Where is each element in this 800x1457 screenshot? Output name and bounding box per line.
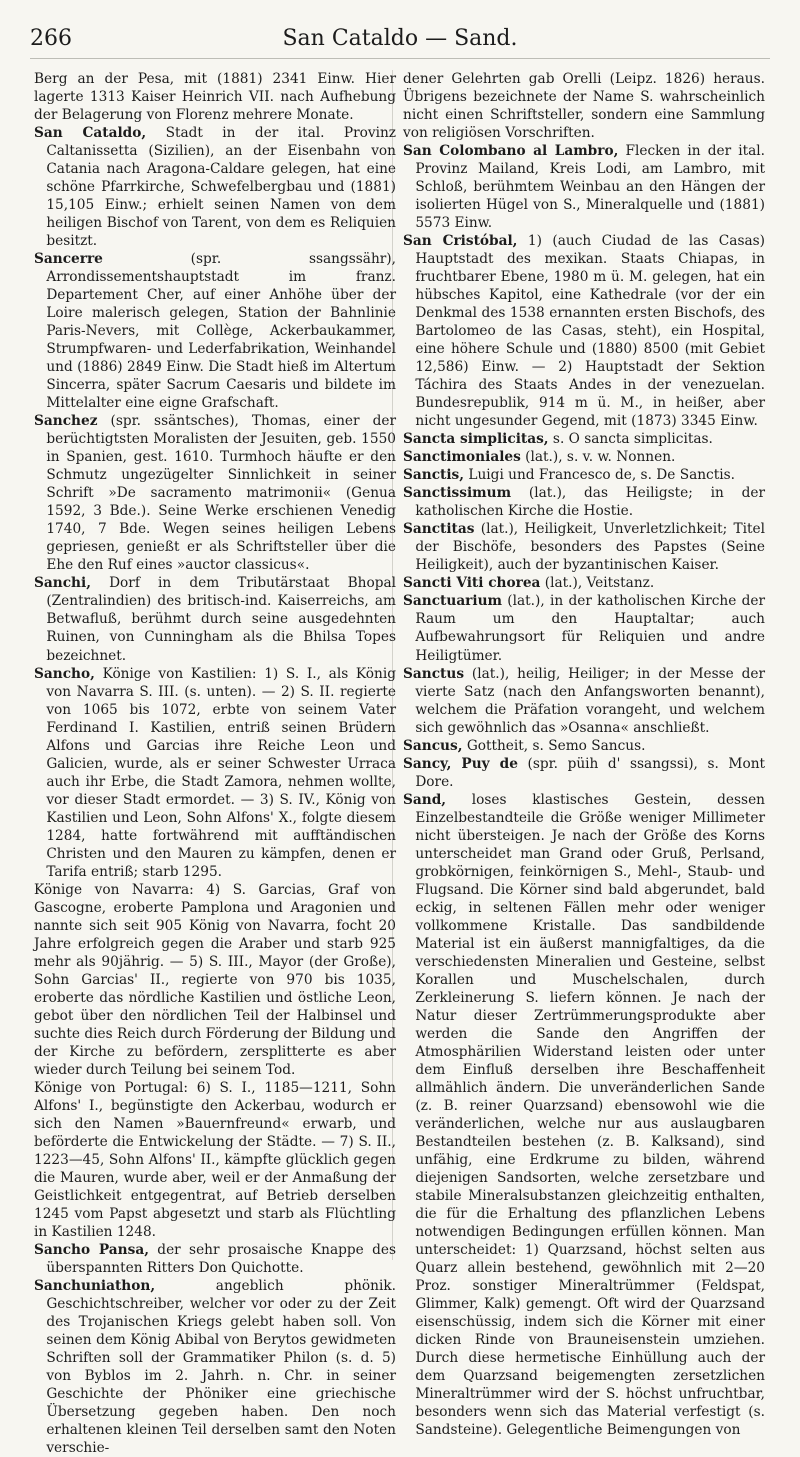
- entry-text: Luigi und Francesco de, s. De Sanctis.: [464, 467, 735, 484]
- dictionary-entry: [403, 466, 765, 484]
- entry-headword: Sanctis,: [403, 467, 465, 484]
- dictionary-entry: [34, 1079, 396, 1241]
- entry-headword: Sanchi,: [34, 575, 91, 592]
- entry-text: (lat.), Heiligkeit, Unverletzlichkeit; Titel der Bischöfe, besonders des Papstes (Seine Heiligkeit), auch der byzantinischen Kaiser.: [415, 521, 765, 574]
- dictionary-entry: [34, 412, 396, 574]
- entry-headword: Sancerre: [34, 251, 103, 268]
- entry-headword: Sanchuniathon,: [34, 1278, 156, 1295]
- entry-headword: San Colombano al Lambro,: [403, 143, 619, 160]
- dictionary-entry: [34, 250, 396, 412]
- entry-headword: Sancy, Puy de: [403, 755, 518, 772]
- dictionary-entry: [403, 574, 765, 592]
- entry-text: (spr. ssangssähr), Arrondissementshauptstadt im franz. Departement Cher, auf einer Anhöhe über der Loire malerisch gelegen, Station der Bahnlinie Paris-Nevers, mit Collège, Ackerbaukammer, Strumpfwaren- und Lederfabrikation, Weinhandel und (1886) 2849 Einw. Die Stadt hieß im Altertum Sincerra, später Sacrum Caesaris und bildete im Mittelalter eine eigne Grafschaft.: [46, 251, 396, 412]
- right-column: [403, 70, 766, 1439]
- entry-text: Könige von Kastilien: 1) S. I., als König von Navarra S. III. (s. unten). — 2) S. II. regierte von 1065 bis 1072, erbte von seinem Vater Ferdinand I. Kastilien, entriß seinen Brüdern Alfons und Garcias ihre Reiche Leon und Galicien, wurde, als er seiner Schwester Urraca auch ihr Erbe, die Stadt Zamora, nehmen wollte, vor dieser Stadt ermordet. — 3) S. IV., König von Kastilien und Leon, Sohn Alfons' X., folgte diesem 1284, hatte fortwährend mit aufftändischen Christen und den Mauren zu kämpfen, denen er Tarifa entriß; starb 1295.: [46, 665, 396, 880]
- entry-headword: Sanctissimum: [403, 485, 512, 502]
- entry-headword: Sanctuarium: [403, 593, 503, 610]
- entry-headword: Sancho Pansa,: [34, 1242, 149, 1259]
- page-number: 266: [30, 26, 72, 51]
- dictionary-entry: [34, 1277, 396, 1457]
- left-column: [34, 70, 396, 1457]
- entry-headword: Sancus,: [403, 737, 463, 754]
- entry-text: Könige von Navarra: 4) S. Garcias, Graf von Gascogne, eroberte Pamplona und Aragonien und nannte sich seit 905 König von Navarra, focht 20 Jahre erfolgreich gegen die Araber und starb 925 mehr als 90jährig. — 5) S. III., Mayor (der Große), Sohn Garcias' II., regierte von 970 bis 1035, eroberte das nördliche Kastilien und östliche Leon, gebot über den nördlichen Teil der Halbinsel und suchte dies Reich durch Förderung der Bildung und der Kirche zu befördern, zersplitterte es aber wieder durch Teilung bei seinem Tod.: [34, 881, 396, 1078]
- entry-text: angeblich phönik. Geschichtschreiber, welcher vor oder zu der Zeit des Trojanischen Kriegs gelebt haben soll. Von seinen dem König Abibal von Berytos gewidmeten Schriften soll der Grammatiker Philon (s. d. 5) von Byblos im 2. Jahrh. n. Chr. in seiner Geschichte der Phöniker eine griechische Übersetzung gegeben haben. Den noch erhaltenen kleinen Teil derselben samt den Noten verschie-: [46, 1278, 396, 1457]
- dictionary-entry: [403, 142, 765, 232]
- entry-text: loses klastisches Gestein, dessen Einzelbestandteile die Größe weniger Millimeter nicht übersteigen. Je nach der Größe des Korns unterscheidet man Grand oder Gruß, Perlsand, grobkörnigen, feinkörnigen S., Mehl-, Staub- und Flugsand. Die Körner sind bald abgerundet, bald eckig, in seltenen Fällen mehr oder weniger vollkommene Kristalle. Das sandbildende Material ist ein äußerst mannigfaltiges, da die verschiedensten Mineralien und Gesteine, selbst Korallen und Muschelschalen, durch Zerkleinerung S. liefern können. Je nach der Natur dieser Zertrümmerungsprodukte aber werden die Sande den Angriffen der Atmosphärilien Widerstand leisten oder unter dem Einfluß derselben ihre Beschaffenheit allmählich ändern. Die unveränderlichen Sande (z. B. reiner Quarzsand) ebensowohl wie die veränderlichen, welche nur aus auslaugbaren Bestandteilen bestehen (z. B. Kalksand), sind unfähig, eine Erdkrume zu bilden, während diejenigen Sandsorten, welche zersetzbare und stabile Mineralsubstanzen gleichzeitig enthalten, die für die Erhaltung des pflanzlichen Lebens notwendigen Bedingungen erfüllen können. Man unterscheidet: 1) Quarzsand, höchst selten aus Quarz allein bestehend, gewöhnlich mit 2—20 Proz. sonstiger Mineraltrümmer (Feldspat, Glimmer, Kalk) gemengt. Oft wird der Quarzsand eisenschüssig, indem sich die Körner mit einer dicken Rinde von Brauneisenstein umziehen. Durch diese hermetische Einhüllung auch der dem Quarzsand beigemengten zersetzlichen Mineraltrümmer wird der S. höchst unfruchtbar, besonders wenn sich das Material verfestigt (s. Sandsteine). Gelegentliche Beimengungen von: [415, 791, 765, 1439]
- entry-text: Könige von Portugal: 6) S. I., 1185—1211, Sohn Alfons' I., begünstigte den Ackerbau, wodurch er sich den Namen »Bauernfreund« erwarb, und beförderte die Entwickelung der Städte. — 7) S. II., 1223—45, Sohn Alfons' II., kämpfte glücklich gegen die Mauren, wurde aber, weil er der Anmaßung der Geistlichkeit entgegentrat, auf Betrieb derselben 1245 vom Papst abgesetzt und starb als Flüchtling in Kastilien 1248.: [34, 1079, 396, 1240]
- dictionary-entry: [34, 665, 396, 881]
- dictionary-entry: [34, 574, 396, 664]
- dictionary-entry: [403, 665, 765, 737]
- entry-headword: San Cataldo,: [34, 125, 147, 142]
- entry-text: (lat.), in der katholischen Kirche der Raum um den Hauptaltar; auch Aufbewahrungsort für Reliquien und andre Heiligtümer.: [415, 593, 765, 664]
- entry-text: s. O sancta simplicitas.: [548, 431, 713, 448]
- entry-headword: Sanchez: [34, 413, 98, 430]
- entry-text: Berg an der Pesa, mit (1881) 2341 Einw. Hier lagerte 1313 Kaiser Heinrich VII. nach Aufhebung der Belagerung von Florenz mehrere Monate.: [34, 71, 396, 124]
- entry-headword: Sanctus: [403, 665, 465, 682]
- dictionary-entry: [403, 70, 765, 142]
- entry-text: Gottheit, s. Semo Sancus.: [462, 737, 646, 754]
- entry-text: (lat.), das Heiligste; in der katholischen Kirche die Hostie.: [415, 485, 765, 520]
- entry-text: Stadt in der ital. Provinz Caltanissetta (Sizilien), an der Eisenbahn von Catania nach Aragona-Caldare gelegen, hat eine schöne Pfarrkirche, Schwefelbergbau und (1881) 15,105 Einw.; erhielt seinen Namen von dem heiligen Bischof von Tarent, von dem es Reliquien besitzt.: [46, 125, 396, 250]
- entry-headword: San Cristóbal,: [403, 233, 518, 250]
- entry-headword: Sancho,: [34, 665, 95, 682]
- dictionary-entry: [403, 791, 765, 1440]
- dictionary-entry: [403, 232, 765, 430]
- entry-text: (spr. püih d' ssangssi), s. Mont Dore.: [415, 755, 766, 790]
- dictionary-entry: [403, 430, 765, 448]
- entry-headword: Sanctimoniales: [403, 449, 521, 466]
- entry-text: Flecken in der ital. Provinz Mailand, Kreis Lodi, am Lambro, mit Schloß, berühmtem Weinbau an den Hängen der isolierten Hügel von S., Mineralquelle und (1881) 5573 Einw.: [415, 143, 766, 232]
- dictionary-entry: [403, 737, 765, 755]
- dictionary-entry: [34, 1241, 396, 1277]
- entry-text: (lat.), Veitstanz.: [540, 575, 655, 592]
- dictionary-entry: [34, 881, 396, 1079]
- entry-headword: Sancti Viti chorea: [403, 575, 541, 592]
- dictionary-entry: [403, 592, 765, 664]
- running-header: [30, 22, 770, 59]
- dictionary-entry: [403, 448, 765, 466]
- entry-headword: Sancta simplicitas,: [403, 431, 549, 448]
- entry-text: Dorf in dem Tributärstaat Bhopal (Zentralindien) des britisch-ind. Kaiserreichs, am Betwafluß, berühmt durch seine ausgedehnten Ruinen, von Cunningham als die Bhilsa Topes bezeichnet.: [46, 575, 396, 664]
- entry-headword: Sanctitas: [403, 521, 475, 538]
- entry-text: dener Gelehrten gab Orelli (Leipz. 1826) heraus. Übrigens bezeichnete der Name S. wahrscheinlich nicht einen Schriftsteller, sondern eine Sammlung von religiösen Vorschriften.: [403, 71, 765, 142]
- entry-headword: Sand,: [403, 791, 447, 808]
- dictionary-entry: [34, 70, 396, 124]
- dictionary-entry: [403, 755, 765, 791]
- entry-text: der sehr prosaische Knappe des überspannten Ritters Don Quichotte.: [46, 1242, 396, 1277]
- dictionary-entry: [403, 484, 765, 520]
- entry-text: (lat.), s. v. w. Nonnen.: [520, 449, 676, 466]
- entry-text: (spr. ssäntsches), Thomas, einer der berüchtigtsten Moralisten der Jesuiten, geb. 1550 in Spanien, gest. 1610. Turmhoch häufte er den Schmutz ungezügelter Sinnlichkeit in seiner Schrift »De sacramento matrimonii« (Genua 1592, 3 Bde.). Seine Werke erschienen Venedig 1740, 7 Bde. Wegen seines heiligen Lebens gepriesen, genießt er als Schriftsteller über die Ehe den Ruf eines »auctor classicus«.: [46, 413, 396, 574]
- dictionary-entry: [34, 124, 396, 250]
- entry-text: (lat.), heilig, Heiliger; in der Messe der vierte Satz (nach den Anfangsworten benannt), welchem die Präfation vorangeht, und welchem sich gewöhnlich das »Osanna« anschließt.: [415, 665, 765, 736]
- entry-text: 1) (auch Ciudad de las Casas) Hauptstadt des mexikan. Staats Chiapas, in fruchtbarer Ebene, 1980 m ü. M. gelegen, hat ein hübsches Kapitol, eine Kathedrale (vor der ein Denkmal des 1538 ernannten ersten Bischofs, des Bartolomeo de las Casas, steht), ein Hospital, eine höhere Schule und (1880) 8500 (mit Gebiet 12,586) Einw. — 2) Hauptstadt der Sektion Táchira des Staats Andes in der venezuelan. Bundesrepublik, 914 m ü. M., in heißer, aber nicht ungesunder Gegend, mit (1873) 3345 Einw.: [415, 233, 765, 430]
- dictionary-entry: [403, 520, 765, 574]
- page-title: San Cataldo — Sand.: [282, 26, 518, 51]
